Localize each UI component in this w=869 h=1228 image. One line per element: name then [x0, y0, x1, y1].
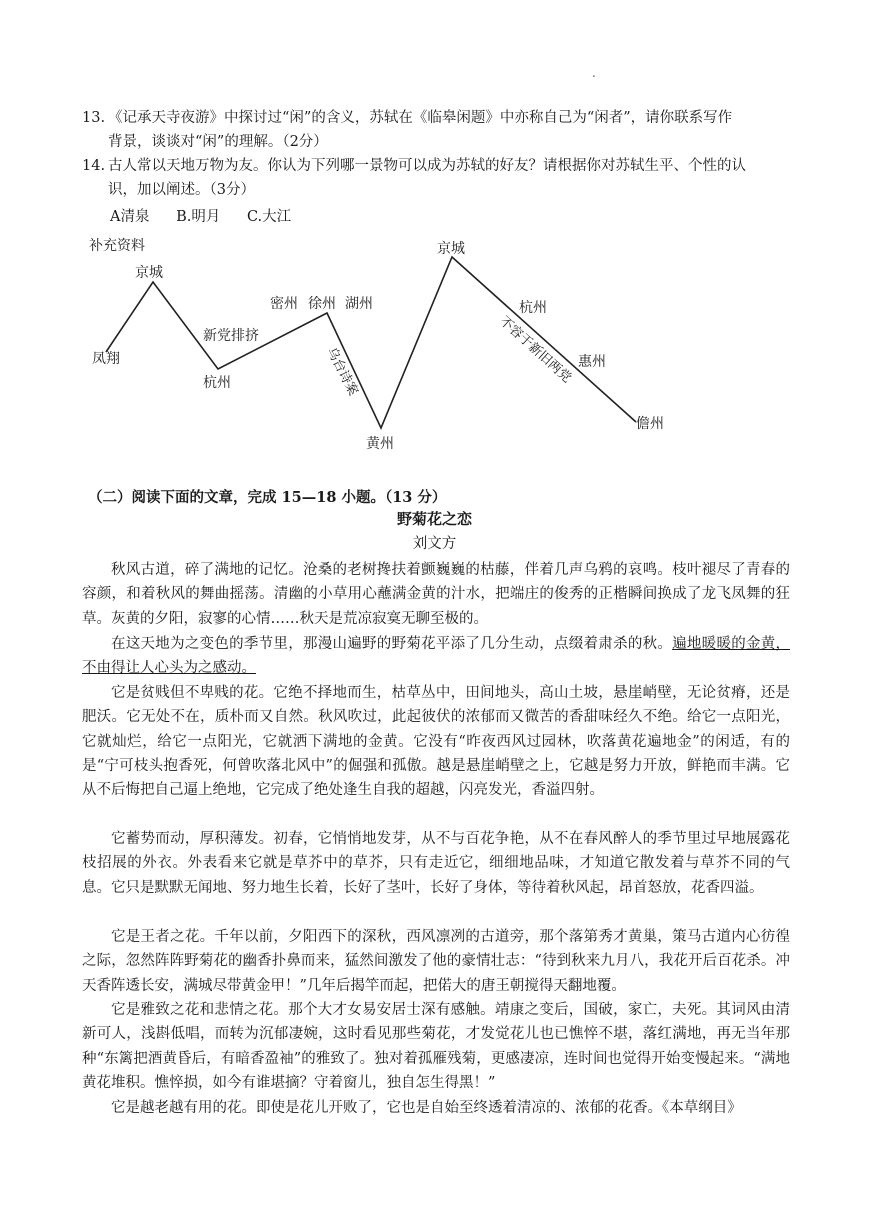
article-paragraph: 它蓄势而动，厚积薄发。初春，它悄悄地发芽，从不与百花争艳，从不在春风醉人的季节里过早地展露花枝招展的外衣。外表看来它就是草芥中的草芥，只有走近它，细细地品味，才知道它散发着与草芥不同的气息。它只是默默无闻地、努力地生长着，长好了茎叶，长好了身体，等待着秋风起，昂首怒放，花香四溢。: [82, 831, 790, 896]
option-c: C.大江: [246, 209, 292, 225]
article-author: 刘文方: [412, 536, 457, 552]
question-14: [82, 154, 794, 202]
article-title: 野菊花之恋: [396, 510, 472, 528]
route-line: [106, 257, 636, 428]
place-label: 杭州: [519, 300, 547, 316]
paragraph-text: 在这天地为之变色的季节里，那漫山遍野的野菊花平添了几分生动，点缀着肃杀的秋。: [111, 636, 673, 652]
question-text-line2: 识，加以阐述。（3分）: [108, 182, 255, 198]
question-13: [82, 106, 794, 154]
article-paragraph: 它是越老越有用的花。即使是花儿开败了，它也是自始至终透着清凉的、浓郁的花香。《本草纲目》: [111, 1100, 742, 1116]
place-label: 黄州: [366, 436, 394, 452]
answer-options: [110, 205, 313, 226]
article-paragraph: 它是王者之花。千年以前，夕阳西下的深秋，西风凛冽的古道旁，那个落第秀才黄巢，策马古道内心彷徨之际，忽然阵阵野菊花的幽香扑鼻而来，猛然间激发了他的豪情壮志：“待到秋来九月八，我花开后百花杀。冲天香阵透长安，满城尽带黄金甲！”几年后揭竿而起，把偌大的唐王朝搅得天翻地覆。: [82, 929, 790, 994]
article-paragraph: [82, 632, 790, 681]
annotation-label: 乌台诗案: [323, 345, 361, 399]
page-mark: .: [592, 66, 596, 80]
place-label: 京城: [135, 265, 163, 281]
option-b: B.明月: [176, 209, 221, 225]
place-label: 惠州: [578, 354, 606, 370]
place-label: 凤翔: [92, 351, 120, 367]
section-heading: （二）阅读下面的文章，完成 15—18 小题。（13 分）: [88, 489, 447, 506]
su-shi-life-route-diagram: [80, 232, 800, 467]
place-label: 儋州: [636, 416, 664, 432]
place-label: 湖州: [345, 296, 373, 312]
annotation-label: 新党排挤: [203, 328, 259, 344]
question-text-line2: 背景，谈谈对“闲”的理解。（2分）: [108, 134, 328, 150]
place-label: 京城: [437, 241, 465, 257]
question-text-line1: 《记承天寺夜游》中探讨过“闲”的含义，苏轼在《临皋闲题》中亦称自己为“闲者”，请你联系写作: [108, 110, 733, 126]
place-label: 杭州: [203, 375, 231, 391]
place-label: 密州: [270, 296, 298, 312]
question-text-line1: 古人常以天地万物为友。你认为下列哪一景物可以成为苏轼的好友？请根据你对苏轼生平、个性的认: [108, 158, 746, 174]
option-a: A清泉: [110, 209, 150, 225]
article-paragraph: 它是贫贱但不卑贱的花。它绝不择地而生，枯草丛中，田间地头，高山土坡，悬崖峭壁，无论贫瘠，还是肥沃。它无处不在，质朴而又自然。秋风吹过，此起彼伏的浓郁而又微苦的香甜味经久不绝。给它一点阳光，它就灿烂，给它一点阳光，它就洒下满地的金黄。它没有“昨夜西风过园林，吹落黄花遍地金”的闲适，有的是“宁可枝头抱香死，何曾吹落北风中”的倔强和孤傲。越是悬崖峭壁之上，它越是努力开放，鲜艳而丰满。它从不后悔把自己逼上绝地，它完成了绝处逢生自我的超越，闪亮发光，香溢四射。: [82, 685, 790, 799]
diagram-caption: 补充资料: [89, 238, 145, 254]
question-number: 13.: [82, 110, 106, 126]
article-paragraph: 它是雅致之花和悲情之花。那个大才女易安居士深有感触。靖康之变后，国破，家亡，夫死。其词风由清新可人，浅斟低唱，而转为沉郁凄婉，这时看见那些菊花，才发觉花儿也已憔悴不堪，落红满地，再无当年那种“东篱把酒黄昏后，有暗香盈袖”的雅致了。独对着孤雁残菊，更感凄凉，连时间也觉得开始变慢起来。“满地黄花堆积。憔悴损，如今有谁堪摘？守着窗儿，独自怎生得黑！”: [82, 1002, 790, 1091]
place-label: 徐州: [308, 296, 336, 312]
annotation-label: 不容于新旧两党: [496, 313, 574, 386]
underlined-sentence: 遍地暖暖的金黄，不由得让人心头为之感动。: [82, 636, 791, 677]
article-paragraph: 秋风古道，碎了满地的记忆。沧桑的老树搀扶着颤巍巍的枯藤，伴着几声乌鸦的哀鸣。枝叶褪尽了青春的容颜，和着秋风的舞曲摇荡。清幽的小草用心蘸满金黄的汁水，把端庄的俊秀的正楷瞬间换成了龙飞凤舞的狂草。灰黄的夕阳，寂寥的心情……秋天是荒凉寂寞无聊至极的。: [82, 562, 790, 627]
question-number: 14.: [82, 158, 106, 174]
